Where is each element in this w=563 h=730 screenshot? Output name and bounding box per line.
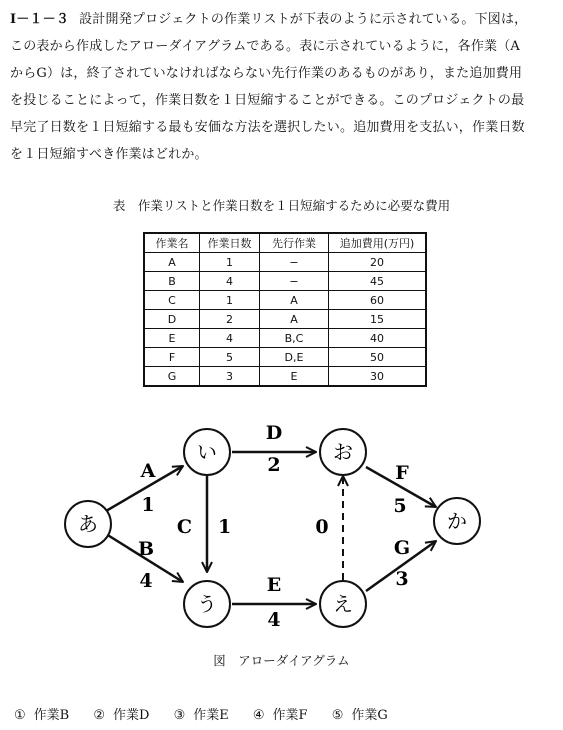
cell-task-name: A <box>144 253 200 272</box>
choice-1[interactable] <box>14 704 69 723</box>
choice-5[interactable] <box>332 704 388 723</box>
cell-predecessor: E <box>260 367 329 387</box>
choice-mark: ④ <box>252 708 265 723</box>
edge-a-name: A <box>140 460 156 482</box>
question-line-text: 設計開発プロジェクトの作業リストが下表のように示されている。下図は， <box>79 12 528 27</box>
choice-mark: ⑤ <box>331 708 344 723</box>
edge-a-days: 1 <box>141 494 155 516</box>
choice-mark: ② <box>93 708 106 723</box>
cell-task-name: G <box>144 367 200 387</box>
cell-task-days: 5 <box>200 348 260 367</box>
table-caption: 表 作業リストと作業日数を１日短縮するために必要な費用 <box>112 198 451 213</box>
table-row <box>144 272 426 291</box>
arrow-diagram <box>0 400 563 645</box>
question-line: を１日短縮すべき作業はどれか。 <box>10 147 208 162</box>
cell-predecessor: A <box>260 310 329 329</box>
table-header-row <box>144 233 426 253</box>
node-e-label: え <box>333 592 353 616</box>
node-e <box>320 581 366 627</box>
header-task-days: 作業日数 <box>200 233 260 253</box>
cell-additional-cost: 60 <box>329 291 427 310</box>
cell-task-name: D <box>144 310 200 329</box>
question-line: からG）は，終了されていなければならない先行作業のあるものがあり，また追加費用 <box>10 66 523 81</box>
edge-dummy-days: 0 <box>315 516 329 538</box>
figure-caption: 図 アローダイアグラム <box>213 653 350 668</box>
choice-text: 作業G <box>351 708 388 723</box>
question-number: Ⅰ－１－３ <box>10 12 70 27</box>
choice-mark: ③ <box>173 708 186 723</box>
choice-text: 作業E <box>193 708 229 723</box>
question-text <box>10 6 550 168</box>
cell-task-days: 4 <box>200 329 260 348</box>
question-line <box>10 6 550 33</box>
choice-mark: ① <box>14 708 26 723</box>
choice-text: 作業F <box>272 708 308 723</box>
edge-g-name: G <box>393 537 411 559</box>
task-table <box>143 232 427 387</box>
cell-additional-cost: 50 <box>329 348 427 367</box>
node-ka-label: か <box>447 509 467 533</box>
cell-task-name: B <box>144 272 200 291</box>
node-ka <box>434 498 480 544</box>
edge-c-days: 1 <box>218 516 232 538</box>
choice-4[interactable] <box>253 704 308 723</box>
cell-additional-cost: 40 <box>329 329 427 348</box>
table-row <box>144 253 426 272</box>
answer-choices <box>14 704 408 723</box>
header-task-name: 作業名 <box>144 233 200 253</box>
choice-2[interactable] <box>93 704 149 723</box>
node-u-label: う <box>197 592 217 616</box>
edge-b-days: 4 <box>139 570 153 592</box>
node-o <box>320 429 366 475</box>
edge-c-name: C <box>176 516 192 538</box>
table-row <box>144 310 426 329</box>
edge-e-name: E <box>266 574 282 596</box>
cell-additional-cost: 45 <box>329 272 427 291</box>
cell-predecessor: B,C <box>260 329 329 348</box>
cell-task-name: F <box>144 348 200 367</box>
table-row <box>144 348 426 367</box>
cell-task-days: 4 <box>200 272 260 291</box>
edge-d-name: D <box>265 422 283 444</box>
cell-additional-cost: 15 <box>329 310 427 329</box>
choice-3[interactable] <box>174 704 229 723</box>
node-u <box>184 581 230 627</box>
cell-predecessor: − <box>260 272 329 291</box>
edge-f-name: F <box>395 462 409 484</box>
header-additional-cost: 追加費用(万円) <box>329 233 427 253</box>
node-o-label: お <box>333 440 353 464</box>
edge-d-days: 2 <box>267 454 281 476</box>
node-i-label: い <box>197 440 217 464</box>
cell-task-days: 2 <box>200 310 260 329</box>
question-line: を投じることによって，作業日数を１日短縮することができる。このプロジェクトの最 <box>10 93 525 108</box>
question-line: 早完了日数を１日短縮する最も安価な方法を選択したい。追加費用を支払い，作業日数 <box>10 120 525 135</box>
cell-predecessor: D,E <box>260 348 329 367</box>
header-predecessor: 先行作業 <box>260 233 329 253</box>
table-row <box>144 367 426 387</box>
cell-task-name: C <box>144 291 200 310</box>
node-a-label: あ <box>78 512 98 536</box>
edge-f-days: 5 <box>393 495 407 517</box>
cell-task-days: 1 <box>200 253 260 272</box>
cell-task-name: E <box>144 329 200 348</box>
edge-e-days: 4 <box>267 609 281 631</box>
question-line: この表から作成したアローダイアグラムである。表に示されているように，各作業（A <box>10 39 521 54</box>
choice-text: 作業B <box>33 708 70 723</box>
cell-task-days: 1 <box>200 291 260 310</box>
node-a <box>65 501 111 547</box>
cell-predecessor: − <box>260 253 329 272</box>
cell-predecessor: A <box>260 291 329 310</box>
table-row <box>144 329 426 348</box>
choice-text: 作業D <box>113 708 150 723</box>
table-row <box>144 291 426 310</box>
cell-additional-cost: 30 <box>329 367 427 387</box>
cell-additional-cost: 20 <box>329 253 427 272</box>
cell-task-days: 3 <box>200 367 260 387</box>
edge-g-days: 3 <box>395 568 409 590</box>
node-i <box>184 429 230 475</box>
edge-b-name: B <box>137 538 155 560</box>
